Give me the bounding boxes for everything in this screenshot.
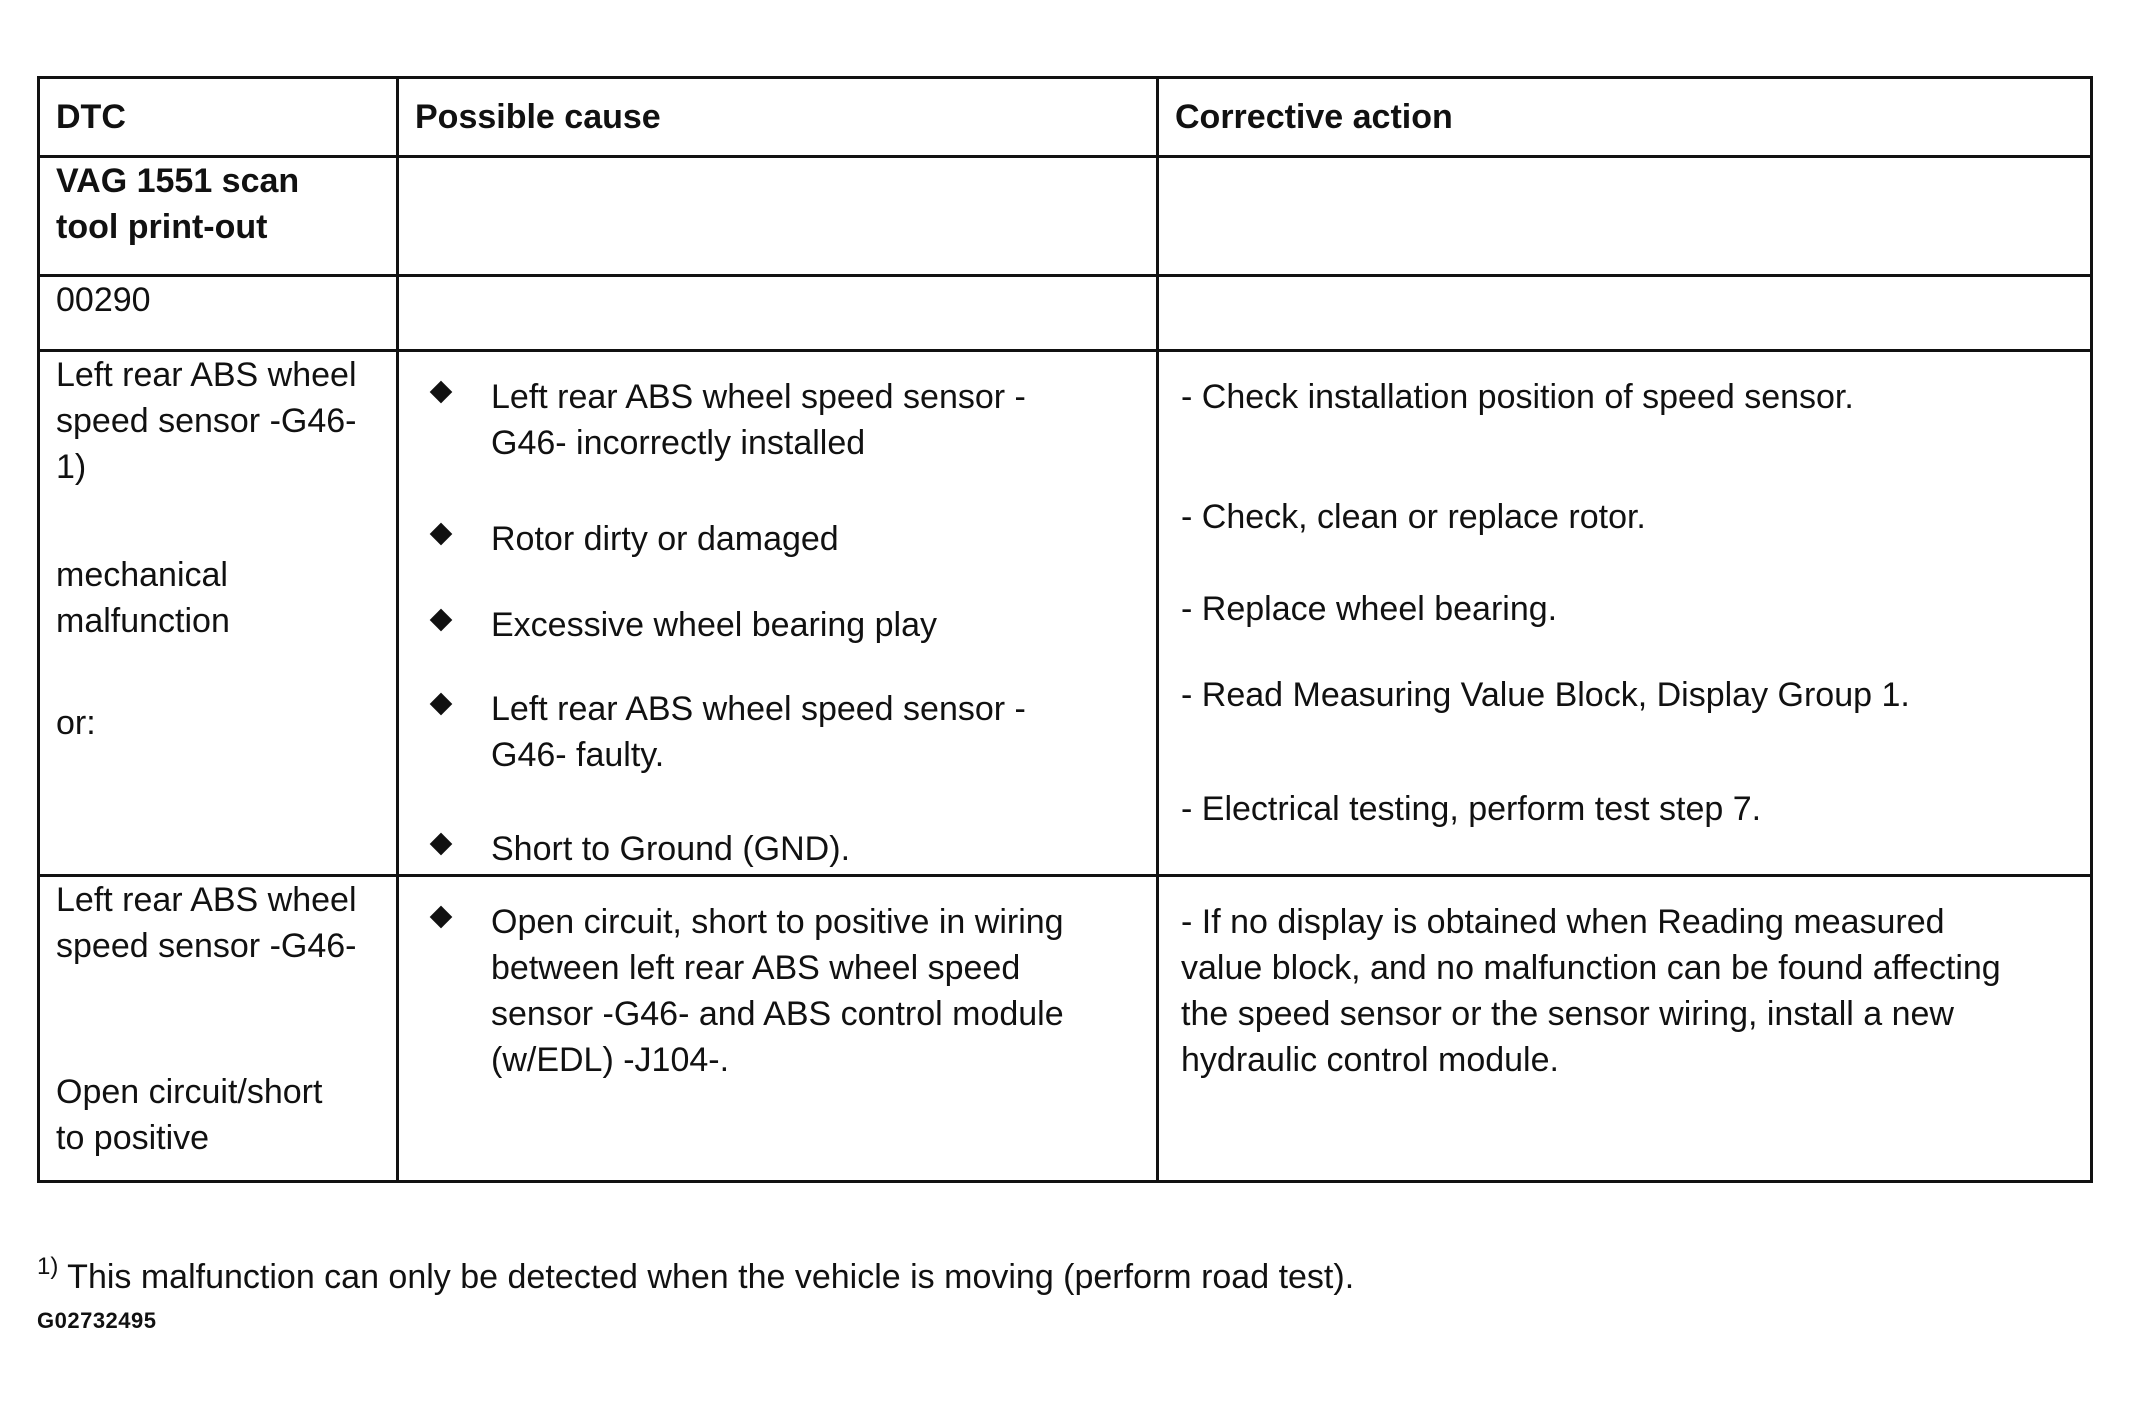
action-line: value block, and no malfunction can be found affecting: [1181, 949, 2001, 987]
cause-line: (w/EDL) -J104-.: [491, 1041, 730, 1079]
scan-tool-label-line2: tool print-out: [56, 208, 268, 246]
empty-cell: [1158, 157, 2092, 276]
dtc-line: Left rear ABS wheel: [56, 356, 357, 394]
action-line: hydraulic control module.: [1181, 1041, 1559, 1079]
dtc-line: Open circuit/short: [56, 1073, 323, 1111]
corrective-actions: [1158, 876, 2092, 1182]
action-line: - Check, clean or replace rotor.: [1181, 498, 1646, 536]
cause-line: Left rear ABS wheel speed sensor -: [491, 690, 1026, 728]
action-block: [1181, 899, 2076, 1083]
dtc-line: 1): [56, 448, 87, 486]
dtc-code: 00290: [39, 276, 398, 351]
corrective-actions: [1158, 351, 2092, 876]
dtc-line: Left rear ABS wheel: [56, 881, 357, 919]
cause-line: Open circuit, short to positive in wiring: [491, 903, 1064, 941]
footnote-text: This malfunction can only be detected when the vehicle is moving (perform road test).: [58, 1258, 1355, 1296]
bullet-diamond-icon: [430, 833, 453, 856]
header-dtc: DTC: [39, 78, 398, 157]
table-row: [39, 876, 2092, 1182]
code-row: [39, 276, 2092, 351]
cause-line: Short to Ground (GND).: [491, 830, 851, 868]
empty-cell: [398, 157, 1158, 276]
empty-cell: [398, 276, 1158, 351]
action-line: - If no display is obtained when Reading measured: [1181, 903, 1945, 941]
action-line: - Check installation position of speed sensor.: [1181, 378, 1854, 416]
header-possible-cause: Possible cause: [398, 78, 1158, 157]
action-line: - Replace wheel bearing.: [1181, 590, 1558, 628]
footnote-marker: 1): [37, 1253, 59, 1280]
bullet-diamond-icon: [430, 693, 453, 716]
header-corrective-action: Corrective action: [1158, 78, 2092, 157]
cause-line: Excessive wheel bearing play: [491, 606, 938, 644]
cause-line: Left rear ABS wheel speed sensor -: [491, 378, 1026, 416]
dtc-line: speed sensor -G46-: [56, 402, 357, 440]
dtc-line: to positive: [56, 1119, 210, 1157]
bullet-diamond-icon: [430, 609, 453, 632]
possible-causes: [398, 351, 1158, 876]
dtc-line: or:: [56, 704, 96, 742]
cause-line: G46- incorrectly installed: [491, 424, 866, 462]
cause-line: Rotor dirty or damaged: [491, 520, 839, 558]
dtc-description: [39, 351, 398, 876]
cause-line: sensor -G46- and ABS control module: [491, 995, 1064, 1033]
action-line: the speed sensor or the sensor wiring, install a new: [1181, 995, 1954, 1033]
table-row: [39, 351, 2092, 876]
possible-causes: [398, 876, 1158, 1182]
bullet-diamond-icon: [430, 381, 453, 404]
bullet-diamond-icon: [430, 523, 453, 546]
action-line: - Electrical testing, perform test step 7.: [1181, 790, 1762, 828]
dtc-line: mechanical: [56, 556, 228, 594]
scan-tool-label: [39, 157, 398, 276]
bullet-diamond-icon: [430, 906, 453, 929]
subheader-row: [39, 157, 2092, 276]
cause-line: between left rear ABS wheel speed: [491, 949, 1021, 987]
cause-line: G46- faulty.: [491, 736, 665, 774]
dtc-description: [39, 876, 398, 1182]
dtc-line: malfunction: [56, 602, 230, 640]
header-row: [39, 78, 2092, 157]
figure-id: G02732495: [37, 1308, 157, 1333]
scan-tool-label-line1: VAG 1551 scan: [56, 162, 300, 200]
dtc-table: [37, 76, 2093, 1183]
footnote: [37, 1244, 1354, 1300]
empty-cell: [1158, 276, 2092, 351]
dtc-line: speed sensor -G46-: [56, 927, 357, 965]
action-line: - Read Measuring Value Block, Display Group 1.: [1181, 676, 1910, 714]
